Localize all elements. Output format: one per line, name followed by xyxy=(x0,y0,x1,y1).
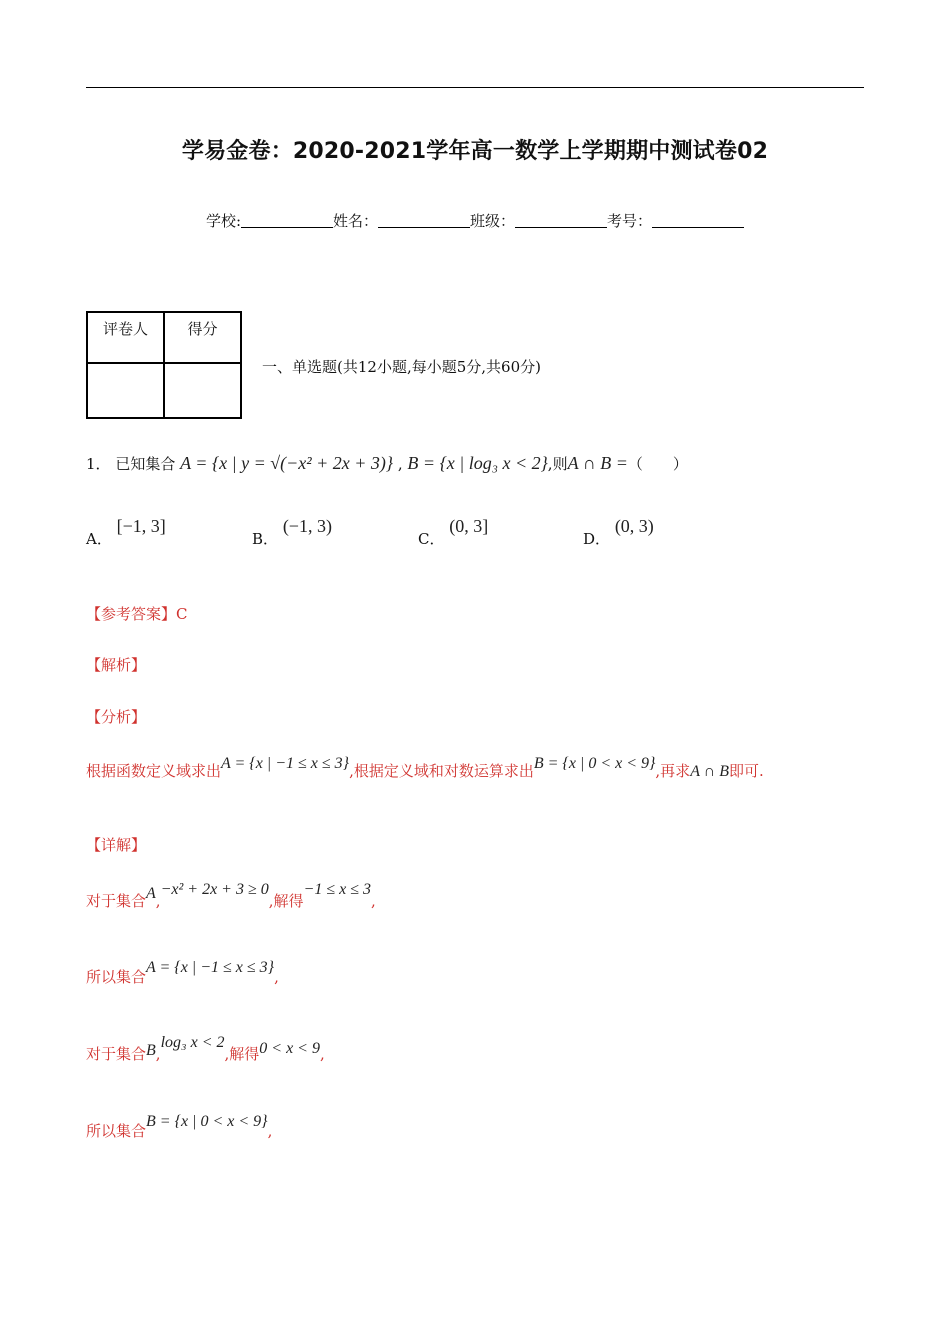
fenxi-text-2: ,根据定义域和对数运算求出 xyxy=(349,762,534,780)
step3-end-comma: , xyxy=(319,1045,325,1063)
detail-step-2 xyxy=(86,959,279,987)
fenxi-math-2: B = {x | 0 < x < 9} xyxy=(533,755,656,772)
xiangjie-label: 【详解】 xyxy=(86,836,147,854)
fenxi-math-1: A = {x | −1 ≤ x ≤ 3} xyxy=(221,755,350,772)
step1-var: A xyxy=(146,885,156,902)
option-b[interactable] xyxy=(252,516,332,549)
intersection-ask: A ∩ B = xyxy=(567,453,628,473)
fenxi-text-1: 根据函数定义域求出 xyxy=(86,762,222,780)
class-label: 班级： xyxy=(470,212,516,230)
set-a-expression: A = {x | y = √(−x² + 2x + 3)} xyxy=(180,453,394,473)
reference-answer xyxy=(86,603,188,624)
class-blank[interactable] xyxy=(515,213,607,228)
option-a-value: [−1, 3] xyxy=(116,516,166,536)
option-d-letter: D． xyxy=(583,530,611,548)
score-header: 得分 xyxy=(164,312,241,363)
answer-blank: （ ） xyxy=(627,455,688,473)
fenxi-math-3: A ∩ B xyxy=(690,763,729,780)
option-c[interactable] xyxy=(418,516,489,549)
name-label: 姓名： xyxy=(333,212,379,230)
answer-label: 【参考答案】 xyxy=(86,605,177,623)
question-number: 1． xyxy=(86,455,111,473)
option-c-value: (0, 3] xyxy=(449,516,489,536)
step4-comma: , xyxy=(267,1122,273,1140)
grader-header: 评卷人 xyxy=(87,312,164,363)
step3-comma: , xyxy=(155,1045,161,1063)
id-label: 考号： xyxy=(607,212,653,230)
header-rule xyxy=(86,87,864,88)
step2-math: A = {x | −1 ≤ x ≤ 3} xyxy=(146,959,275,976)
step2-comma: , xyxy=(274,968,279,986)
school-blank[interactable] xyxy=(241,213,333,228)
step3-mid: ,解得 xyxy=(224,1045,260,1063)
fenxi-text xyxy=(86,755,764,781)
option-a[interactable] xyxy=(86,516,166,549)
set-b-expression: B = {x | log₃ x < 2} xyxy=(407,453,548,473)
option-d[interactable] xyxy=(583,516,654,549)
page-title: 学易金卷：2020-2021学年高一数学上学期期中测试卷02 xyxy=(181,139,769,164)
option-d-value: (0, 3) xyxy=(614,516,654,536)
score-cell[interactable] xyxy=(164,363,241,418)
detail-step-1 xyxy=(86,881,376,911)
school-label: 学校: xyxy=(205,212,241,230)
question-1: 1． 已知集合 A = {x | y = √(−x² + 2x + 3)} , B = {x | log₃ x < 2},则A ∩ B =（ ） xyxy=(86,453,688,473)
question-stem-prefix: 已知集合 xyxy=(115,455,176,473)
id-blank[interactable] xyxy=(652,213,744,228)
name-blank[interactable] xyxy=(378,213,470,228)
fenxi-text-3: ,再求 xyxy=(655,762,691,780)
step3-result: 0 < x < 9 xyxy=(259,1040,320,1057)
answer-value: C xyxy=(176,605,188,623)
step1-text: 对于集合 xyxy=(86,892,147,910)
step4-math: B = {x | 0 < x < 9} xyxy=(146,1113,268,1130)
step1-math: −x² + 2x + 3 ≥ 0 xyxy=(160,881,269,898)
step3-math: log₃ x < 2 xyxy=(160,1034,225,1051)
step2-text: 所以集合 xyxy=(86,968,147,986)
grader-cell[interactable] xyxy=(87,363,164,418)
step1-result: −1 ≤ x ≤ 3 xyxy=(303,881,371,898)
question-stem-suffix: ,则 xyxy=(547,455,568,473)
fenxi-label: 【分析】 xyxy=(86,708,147,726)
option-a-letter: A． xyxy=(86,530,112,548)
step1-comma: , xyxy=(155,892,161,910)
step1-mid: ,解得 xyxy=(268,892,304,910)
step3-text: 对于集合 xyxy=(86,1045,147,1063)
step3-var: B xyxy=(146,1042,156,1059)
score-table xyxy=(86,311,242,419)
student-info-line xyxy=(0,210,950,231)
jiexi-label: 【解析】 xyxy=(86,656,147,674)
option-b-value: (−1, 3) xyxy=(282,516,332,536)
detail-step-4 xyxy=(86,1113,273,1141)
option-c-letter: C． xyxy=(418,530,445,548)
step4-text: 所以集合 xyxy=(86,1122,147,1140)
fenxi-text-4: 即可. xyxy=(729,762,764,780)
detail-step-3 xyxy=(86,1034,325,1064)
step1-end-comma: , xyxy=(371,892,376,910)
section-title: 一、单选题(共12小题,每小题5分,共60分) xyxy=(262,358,541,376)
option-b-letter: B． xyxy=(252,530,279,548)
